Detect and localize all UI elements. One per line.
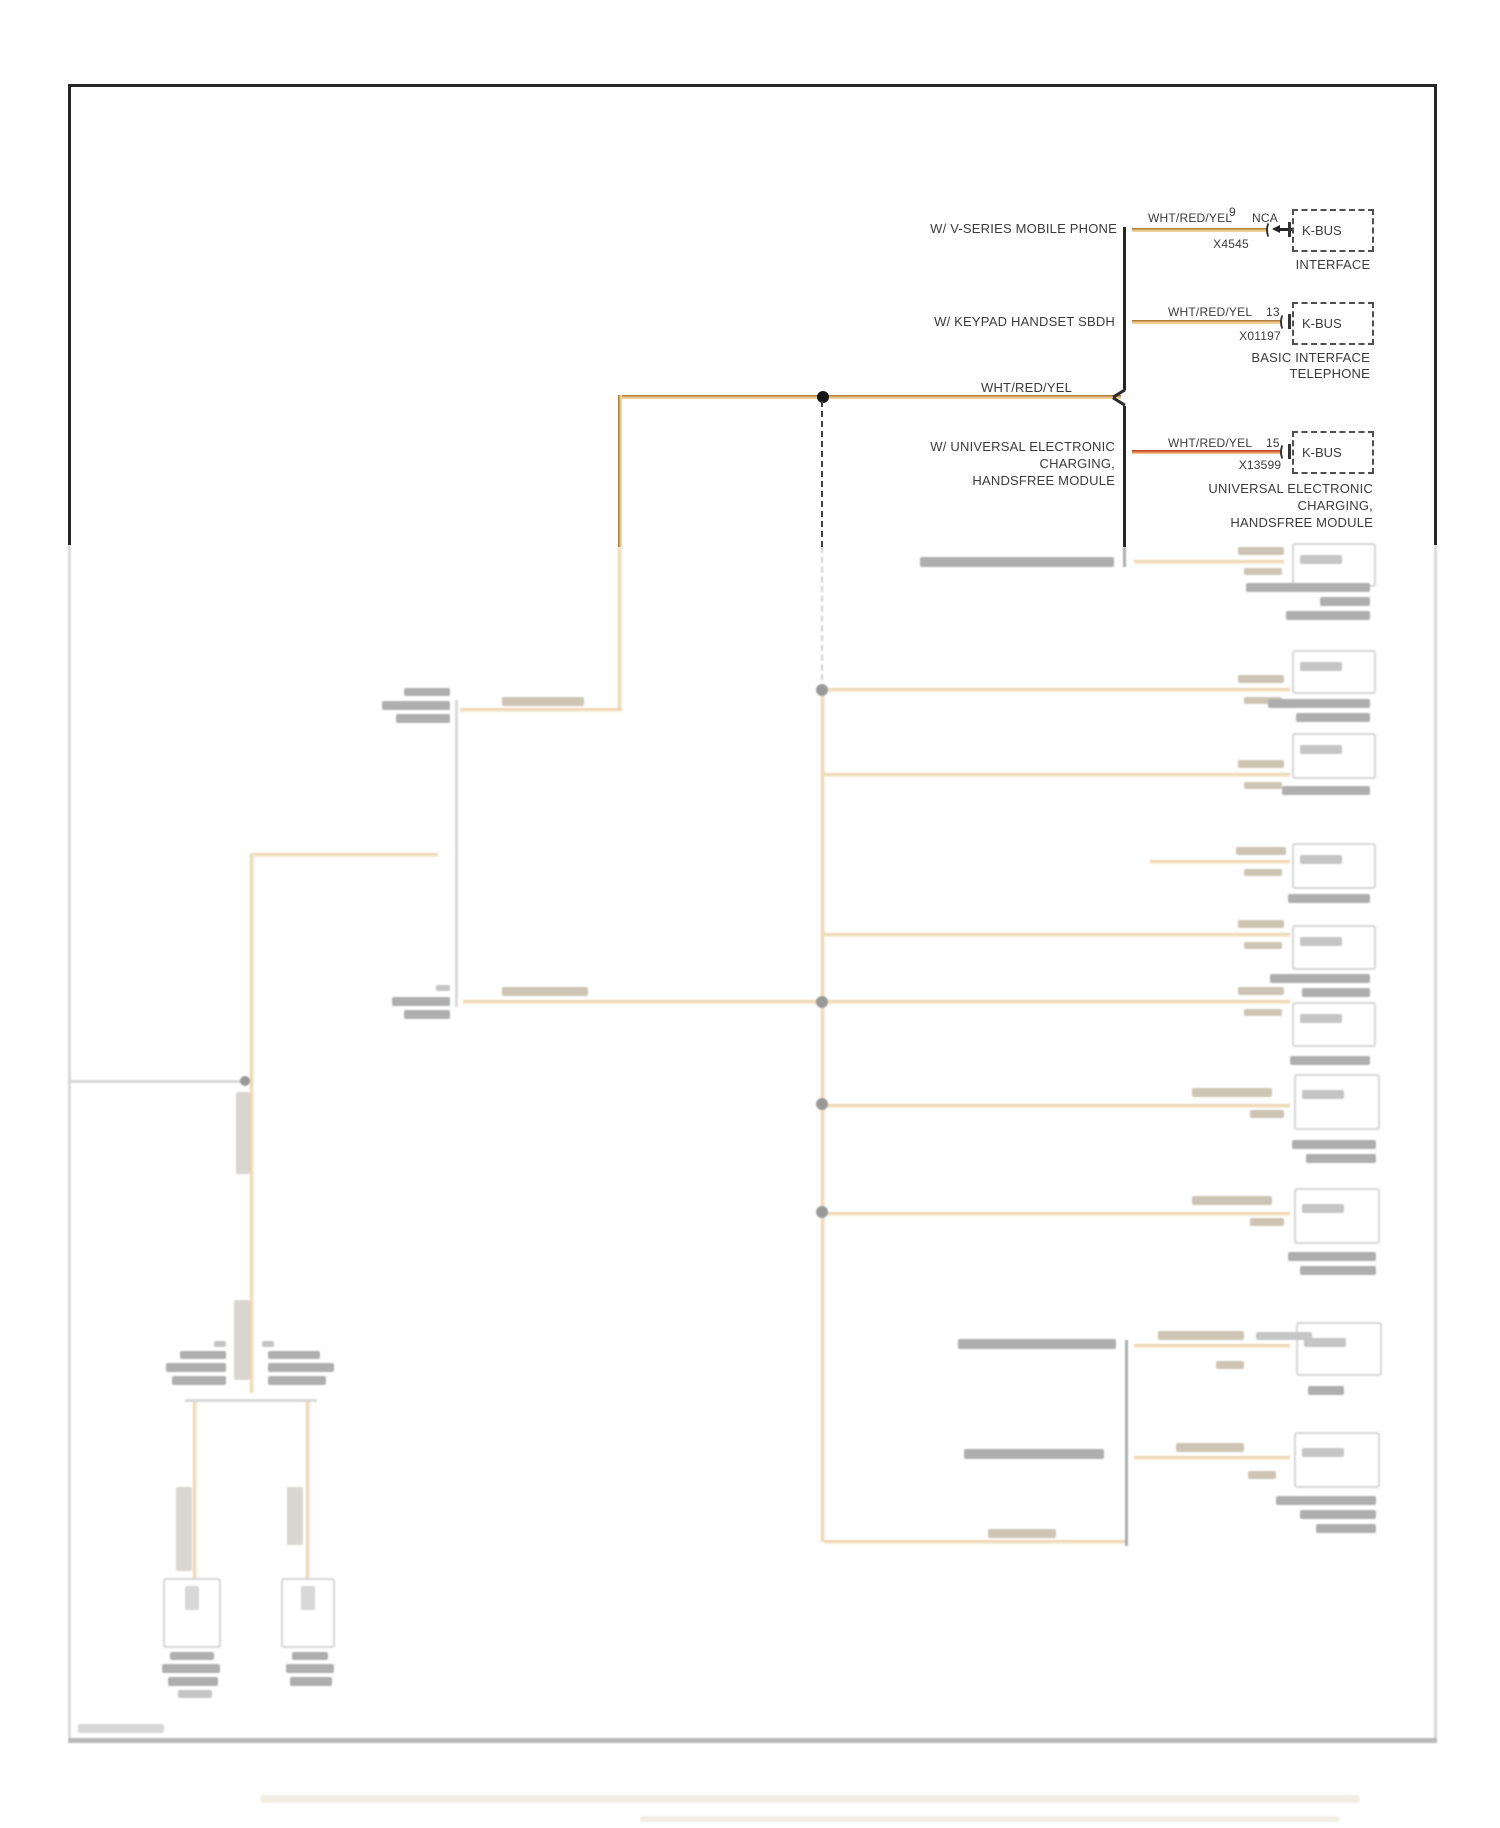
row3-condition-line3: HANDSFREE MODULE	[972, 473, 1115, 488]
ghost-wire-label	[1236, 847, 1286, 855]
ghost-wire-label	[1192, 1196, 1272, 1205]
ghost-junction-dot	[816, 1206, 828, 1218]
ghost-kbus-box	[1294, 1432, 1380, 1488]
ghost-box-text	[1300, 662, 1342, 671]
ghost-junction-dot	[816, 1098, 828, 1110]
ghost-box-text	[1300, 855, 1342, 864]
ghost-connector-label	[1244, 942, 1282, 949]
ghost-wire-label	[502, 697, 584, 706]
ghost-component-name	[292, 1652, 328, 1660]
ghost-wire-label	[1158, 1331, 1244, 1340]
row1-condition-label: W/ V-SERIES MOBILE PHONE	[930, 221, 1117, 236]
ghost-condition-label	[404, 1010, 450, 1019]
ghost-component-name	[162, 1664, 220, 1673]
ghost-condition-label	[958, 1339, 1116, 1349]
row2-condition-label: W/ KEYPAD HANDSET SBDH	[934, 314, 1115, 329]
ghost-pin-label	[214, 1341, 226, 1347]
ghost-wire	[824, 933, 1290, 937]
ghost-group-bracket	[1125, 1340, 1128, 1546]
ghost-wire-label	[1176, 1443, 1244, 1452]
bus-chain-vertical-faded	[821, 690, 825, 1542]
ghost-kbus-box	[1296, 1322, 1382, 1376]
ghost-wire-label	[1192, 1088, 1272, 1097]
ghost-module-name	[1246, 583, 1370, 592]
ghost-connector-label	[1244, 1009, 1282, 1016]
ghost-wire-label	[1238, 675, 1284, 683]
row3-pin-number: 15	[1266, 436, 1280, 450]
ghost-box-text	[1300, 745, 1342, 754]
row2-connector-label: X01197	[1239, 329, 1281, 343]
ghost-connector-block	[287, 1487, 303, 1545]
ghost-module-name	[1320, 597, 1370, 606]
ghost-condition-label	[392, 997, 450, 1006]
row1-connector-label: X4545	[1213, 237, 1249, 251]
ghost-connector-label	[1244, 782, 1282, 789]
ghost-wire	[1134, 1344, 1290, 1348]
row1-kbus-box	[1292, 209, 1374, 252]
ghost-module-name	[1300, 1266, 1376, 1275]
ghost-module-name	[1282, 786, 1370, 795]
ghost-wire	[1134, 560, 1284, 564]
ghost-module-name	[1316, 1524, 1376, 1533]
ghost-module-name	[1288, 1252, 1376, 1261]
ghost-component-name	[286, 1664, 334, 1673]
row2-kbus-box	[1292, 302, 1374, 345]
ghost-connector-text	[268, 1363, 334, 1372]
page-border-left-faded	[68, 545, 71, 1741]
ghost-connector-text	[166, 1363, 226, 1372]
ghost-kbus-box	[1292, 925, 1376, 970]
ghost-connector-block	[176, 1487, 192, 1571]
row3-module-name-line1: UNIVERSAL ELECTRONIC	[1208, 481, 1373, 496]
ghost-module-name	[1276, 1496, 1376, 1505]
row3-kbus-box	[1292, 431, 1374, 474]
ghost-signal-label	[1256, 1332, 1312, 1340]
row3-module-name-line2: CHARGING,	[1297, 498, 1373, 513]
row1-pin-number: 9	[1229, 205, 1236, 219]
row2-pin-number: 13	[1266, 305, 1280, 319]
ghost-box-text	[1302, 1090, 1344, 1099]
row3-wire-label: WHT/RED/YEL	[1168, 436, 1253, 450]
ghost-wire	[824, 1104, 1290, 1108]
ghost-component-name	[168, 1677, 218, 1686]
ghost-scan-artifact	[260, 1795, 1360, 1803]
ghost-wire-vertical	[193, 1402, 197, 1582]
row2-module-name-line1: BASIC INTERFACE	[1251, 350, 1370, 365]
ghost-pin-label	[262, 1341, 274, 1347]
page-border-right	[1434, 84, 1437, 545]
ghost-module-name	[1286, 611, 1370, 620]
ghost-module-name	[1268, 699, 1370, 708]
ghost-condition-label	[382, 701, 450, 710]
ghost-connector-block	[236, 1092, 250, 1174]
main-bus-wire-drop	[618, 395, 622, 547]
row3-pin-tick	[1288, 444, 1291, 459]
row1-wire-label: WHT/RED/YEL	[1148, 211, 1233, 225]
ghost-module-name	[1306, 1154, 1376, 1163]
ghost-wire	[1150, 860, 1290, 864]
row1-pin-tick	[1288, 222, 1291, 237]
ghost-scan-artifact	[640, 1816, 1340, 1822]
ghost-kbus-box	[1294, 1074, 1380, 1130]
ghost-page-link-line	[68, 1080, 246, 1083]
ghost-module-bar	[455, 700, 458, 1007]
ghost-wire-vertical	[306, 1402, 310, 1582]
main-bus-wire-label: WHT/RED/YEL	[981, 380, 1073, 395]
ghost-component-name	[178, 1690, 212, 1698]
main-bus-wire	[620, 395, 1122, 399]
row1-module-name: INTERFACE	[1295, 257, 1371, 272]
wire-vertical-faded	[618, 547, 622, 712]
ghost-kbus-box	[1292, 1002, 1376, 1047]
ghost-wire	[826, 688, 1290, 692]
ghost-junction-dot	[240, 1076, 250, 1086]
page-border-bottom-faded	[68, 1738, 1437, 1743]
ghost-pin-label	[436, 985, 450, 991]
ghost-box-text	[1300, 555, 1342, 564]
row2-wire	[1132, 320, 1282, 324]
ghost-component-mark	[301, 1586, 315, 1610]
ghost-kbus-box	[1292, 733, 1376, 779]
ghost-junction-dot	[816, 996, 828, 1008]
ghost-module-name	[1288, 894, 1370, 903]
ghost-kbus-box	[1292, 650, 1376, 694]
row3-condition-line1: W/ UNIVERSAL ELECTRONIC	[930, 439, 1115, 454]
ghost-connector-label	[1250, 1110, 1284, 1118]
ghost-module-name	[1270, 974, 1370, 983]
ghost-module-name	[1290, 1056, 1370, 1065]
ghost-wire-label	[1238, 760, 1284, 768]
row2-pin-tick	[1288, 314, 1291, 329]
ghost-junction-dot	[816, 684, 828, 696]
ghost-wire-vertical	[250, 853, 254, 1393]
ghost-component-mark	[185, 1586, 199, 1610]
ghost-connector-text	[268, 1351, 320, 1359]
row3-connector-label: X13599	[1238, 458, 1282, 472]
ghost-module-name	[1302, 988, 1370, 997]
ghost-box-text	[1302, 1448, 1344, 1457]
row2-module-name-line2: TELEPHONE	[1289, 366, 1370, 381]
ghost-module-name	[1296, 713, 1370, 722]
main-bus-junction-dot	[817, 391, 829, 403]
row2-wire-label: WHT/RED/YEL	[1168, 305, 1253, 319]
row1-nca-wire	[1279, 228, 1293, 231]
row3-module-name-line3: HANDSFREE MODULE	[1230, 515, 1373, 530]
ghost-fine-print	[78, 1724, 164, 1733]
row1-kbus-box-label: K-BUS	[1302, 223, 1342, 238]
ghost-component-name	[290, 1677, 332, 1686]
row1-wire	[1132, 228, 1268, 232]
ghost-module-name	[1292, 1140, 1376, 1149]
row2-kbus-box-label: K-BUS	[1302, 316, 1342, 331]
ghost-wire-label	[1238, 547, 1284, 555]
ghost-condition-label	[404, 688, 450, 696]
ghost-connector-label	[1250, 1218, 1284, 1226]
ghost-wire-label	[1238, 920, 1284, 928]
page-border-top	[68, 84, 1437, 87]
page-border-right-faded	[1434, 545, 1437, 1741]
ghost-wire	[252, 853, 438, 857]
row3-condition-line2: CHARGING,	[1039, 456, 1115, 471]
ghost-wire	[1134, 1456, 1290, 1460]
ghost-connector-label	[1216, 1361, 1244, 1369]
row1-signal-label: NCA	[1252, 211, 1278, 225]
ghost-wire	[824, 1540, 1126, 1544]
ghost-wire	[460, 708, 622, 712]
page-border-left	[68, 84, 71, 545]
ghost-kbus-box	[1292, 543, 1376, 587]
ghost-connector-label	[1248, 1471, 1276, 1479]
ghost-condition-label	[964, 1449, 1104, 1459]
ghost-wire-label	[1238, 987, 1284, 995]
ghost-connector-label	[1244, 869, 1282, 876]
ghost-wire-label	[988, 1529, 1056, 1538]
group-bracket-faded	[1123, 547, 1126, 567]
ghost-wire	[824, 773, 1290, 777]
row3-kbus-box-label: K-BUS	[1302, 445, 1342, 460]
ghost-condition-label	[920, 557, 1114, 567]
ghost-kbus-box	[1294, 1188, 1380, 1244]
ghost-module-name	[1300, 1510, 1376, 1519]
ghost-wire-label	[502, 987, 588, 996]
ghost-connector-text	[172, 1376, 226, 1385]
ghost-module-name	[1308, 1386, 1344, 1395]
ghost-component-name	[170, 1652, 214, 1660]
ghost-box-text	[1300, 937, 1342, 946]
ghost-wire	[463, 1000, 1290, 1004]
ghost-wire	[824, 1212, 1290, 1216]
kbus-dashed-line-faded	[821, 547, 823, 690]
ghost-condition-label	[396, 714, 450, 723]
ghost-connector-block	[234, 1300, 250, 1380]
ghost-box-text	[1300, 1014, 1342, 1023]
ghost-connector-text	[180, 1351, 226, 1359]
ghost-splice-bar	[185, 1399, 317, 1402]
ghost-kbus-box	[1292, 843, 1376, 889]
ghost-connector-text	[268, 1376, 326, 1385]
ghost-connector-label	[1244, 568, 1282, 575]
ghost-box-text	[1302, 1204, 1344, 1213]
